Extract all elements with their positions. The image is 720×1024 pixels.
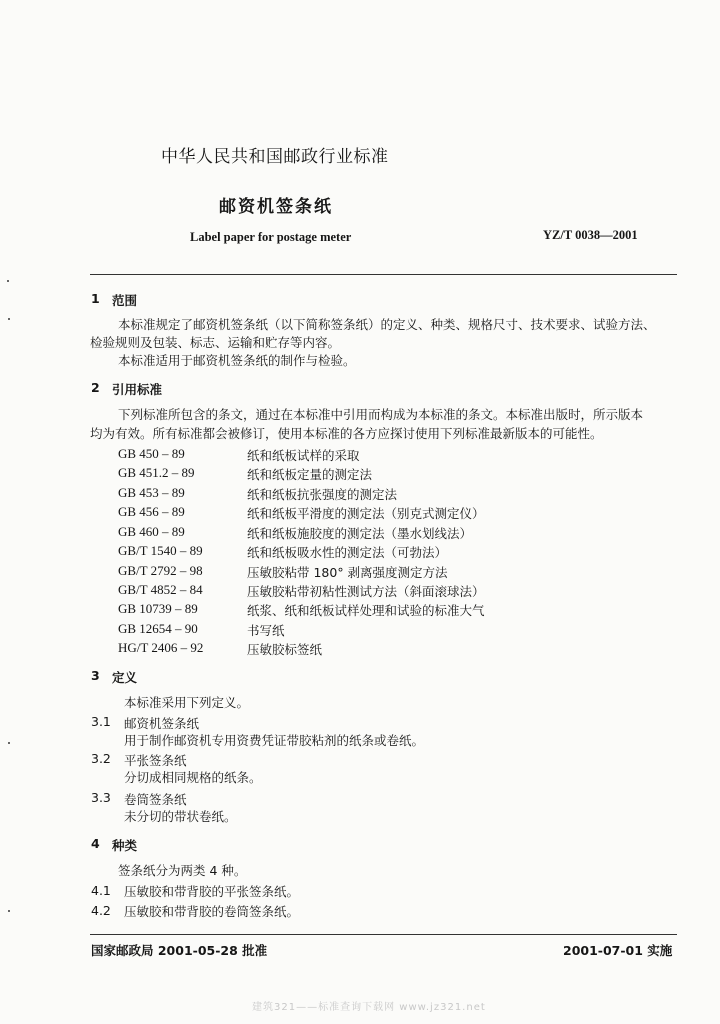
section-1-para-2: 本标准适用于邮资机签条纸的制作与检验。 bbox=[118, 353, 356, 368]
reference-code: GB 460 – 89 bbox=[118, 524, 185, 539]
reference-title: 纸和纸板试样的采取 bbox=[247, 448, 360, 463]
clause-definition: 用于制作邮资机专用资费凭证带胶粘剂的纸条或卷纸。 bbox=[124, 733, 425, 748]
reference-title: 纸和纸板抗张强度的测定法 bbox=[247, 487, 398, 502]
reference-code: GB 451.2 – 89 bbox=[118, 465, 195, 480]
reference-title: 纸和纸板吸水性的测定法（可勃法） bbox=[247, 545, 448, 560]
reference-title: 纸浆、纸和纸板试样处理和试验的标准大气 bbox=[247, 603, 485, 618]
section-2-para-1b: 均为有效。所有标准都会被修订，使用本标准的各方应探讨使用下列标准最新版本的可能性。 bbox=[90, 426, 603, 441]
section-1-para-1b: 检验规则及包装、标志、运输和贮存等内容。 bbox=[90, 335, 341, 350]
clause-number: 4.2 bbox=[91, 903, 111, 918]
clause-definition: 未分切的带状卷纸。 bbox=[124, 809, 237, 824]
reference-code: GB/T 2792 – 98 bbox=[118, 563, 203, 578]
section-4-intro: 签条纸分为两类 4 种。 bbox=[118, 863, 247, 878]
reference-code: HG/T 2406 – 92 bbox=[118, 640, 204, 655]
clause-text: 压敏胶和带背胶的平张签条纸。 bbox=[124, 884, 300, 899]
section-4-title: 种类 bbox=[112, 838, 138, 853]
watermark: 建筑321——标准查询下载网 www.jz321.net bbox=[252, 1002, 486, 1013]
approval-date: 国家邮政局 2001-05-28 批准 bbox=[91, 943, 268, 958]
scan-speck bbox=[8, 318, 10, 320]
reference-title: 压敏胶粘带初粘性测试方法（斜面滚球法） bbox=[247, 584, 485, 599]
clause-definition: 分切成相同规格的纸条。 bbox=[124, 770, 262, 785]
clause-term: 卷筒签条纸 bbox=[124, 792, 187, 807]
clause-number: 3.2 bbox=[91, 751, 111, 766]
reference-code: GB 453 – 89 bbox=[118, 485, 185, 500]
reference-title: 压敏胶标签纸 bbox=[247, 642, 323, 657]
section-2-para-1a: 下列标准所包含的条文，通过在本标准中引用而构成为本标准的条文。本标准出版时，所示版本 bbox=[118, 407, 644, 422]
clause-text: 压敏胶和带背胶的卷筒签条纸。 bbox=[124, 904, 300, 919]
reference-title: 纸和纸板施胶度的测定法（墨水划线法） bbox=[247, 526, 473, 541]
clause-number: 4.1 bbox=[91, 883, 111, 898]
reference-code: GB 10739 – 89 bbox=[118, 601, 198, 616]
clause-term: 平张签条纸 bbox=[124, 753, 187, 768]
section-3-title: 定义 bbox=[112, 670, 138, 685]
footer-divider bbox=[90, 934, 677, 935]
reference-title: 压敏胶粘带 180° 剥离强度测定方法 bbox=[247, 565, 448, 580]
clause-number: 3.1 bbox=[91, 714, 111, 729]
section-4-number: 4 bbox=[91, 836, 100, 851]
reference-title: 书写纸 bbox=[247, 623, 285, 638]
clause-number: 3.3 bbox=[91, 790, 111, 805]
clause-term: 邮资机签条纸 bbox=[124, 716, 200, 731]
scan-speck bbox=[8, 910, 10, 912]
implementation-date: 2001-07-01 实施 bbox=[563, 943, 673, 958]
reference-code: GB 12654 – 90 bbox=[118, 621, 198, 636]
section-2-number: 2 bbox=[91, 380, 100, 395]
reference-title: 纸和纸板定量的测定法 bbox=[247, 467, 373, 482]
reference-code: GB/T 1540 – 89 bbox=[118, 543, 203, 558]
section-1-para-1a: 本标准规定了邮资机签条纸（以下简称签条纸）的定义、种类、规格尺寸、技术要求、试验方法、 bbox=[118, 317, 656, 332]
document-title: 邮资机签条纸 bbox=[219, 197, 333, 217]
standard-number: YZ/T 0038—2001 bbox=[543, 228, 638, 242]
english-title: Label paper for postage meter bbox=[190, 230, 352, 244]
reference-code: GB/T 4852 – 84 bbox=[118, 582, 203, 597]
section-3-intro: 本标准采用下列定义。 bbox=[124, 695, 250, 710]
section-1-number: 1 bbox=[91, 291, 100, 306]
scan-speck bbox=[8, 742, 10, 744]
section-1-title: 范围 bbox=[112, 293, 138, 308]
scan-speck bbox=[7, 280, 9, 282]
reference-title: 纸和纸板平滑度的测定法（别克式测定仪） bbox=[247, 506, 485, 521]
reference-code: GB 456 – 89 bbox=[118, 504, 185, 519]
issuing-authority: 中华人民共和国邮政行业标准 bbox=[161, 147, 389, 167]
section-2-title: 引用标准 bbox=[112, 382, 163, 397]
header-divider bbox=[90, 274, 677, 275]
section-3-number: 3 bbox=[91, 668, 100, 683]
reference-code: GB 450 – 89 bbox=[118, 446, 185, 461]
